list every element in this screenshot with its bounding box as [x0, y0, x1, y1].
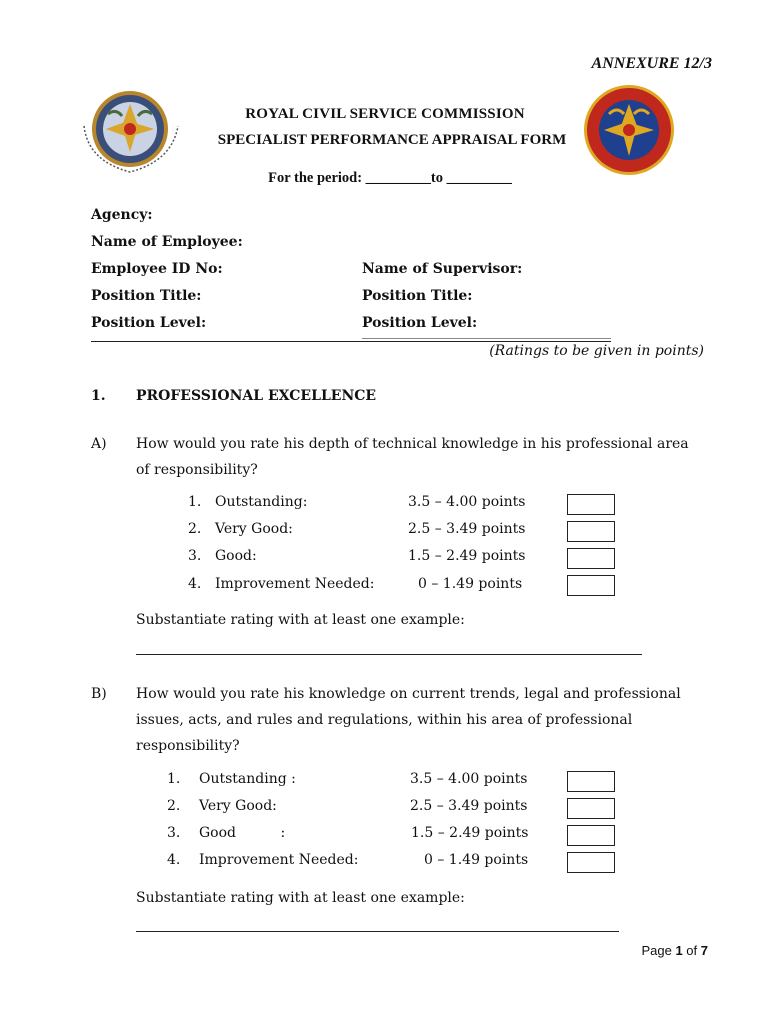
organization-name: ROYAL CIVIL SERVICE COMMISSION — [245, 106, 525, 122]
option-points: 3.5 – 4.00 points — [408, 494, 526, 510]
current-page: 1 — [675, 943, 683, 958]
ratings-note: (Ratings to be given in points) — [489, 343, 704, 359]
form-title: SPECIALIST PERFORMANCE APPRAISAL FORM — [217, 132, 567, 148]
section-number: 1. — [91, 388, 106, 404]
option-points: 2.5 – 3.49 points — [408, 521, 526, 537]
rating-checkbox-good[interactable] — [567, 825, 615, 846]
option-number: 4. — [167, 852, 181, 868]
option-label: Good : — [199, 825, 286, 841]
total-pages: 7 — [700, 943, 708, 958]
supervisor-field-underline — [362, 338, 611, 339]
rating-checkbox-very-good[interactable] — [567, 798, 615, 819]
rating-checkbox-improvement-needed[interactable] — [567, 575, 615, 596]
substantiate-prompt: Substantiate rating with at least one example: — [136, 612, 465, 628]
option-number: 3. — [167, 825, 181, 841]
option-number: 2. — [188, 521, 202, 537]
question-b-line-3: responsibility? — [136, 738, 240, 754]
question-a-label: A) — [91, 436, 107, 452]
option-number: 4. — [188, 576, 202, 592]
question-a-line-1: How would you rate his depth of technical knowledge in his professional area — [136, 436, 689, 452]
example-answer-line[interactable] — [136, 931, 619, 932]
question-b-label: B) — [91, 686, 107, 702]
rating-checkbox-good[interactable] — [567, 548, 615, 569]
employee-position-title-label: Position Title: — [91, 288, 202, 304]
option-points: 0 – 1.49 points — [424, 852, 529, 868]
option-label: Very Good: — [215, 521, 293, 537]
employee-position-level-label: Position Level: — [91, 315, 207, 331]
option-number: 2. — [167, 798, 181, 814]
page-prefix: Page — [641, 943, 676, 958]
section-title: PROFESSIONAL EXCELLENCE — [136, 388, 377, 404]
option-points: 1.5 – 2.49 points — [411, 825, 529, 841]
question-a-line-2: of responsibility? — [136, 462, 258, 478]
option-number: 3. — [188, 548, 202, 564]
example-answer-line[interactable] — [136, 654, 642, 655]
option-label: Outstanding : — [199, 771, 296, 787]
agency-label: Agency: — [91, 207, 153, 223]
option-label: Very Good: — [199, 798, 277, 814]
option-label: Good: — [215, 548, 257, 564]
question-b-line-1: How would you rate his knowledge on current trends, legal and professional — [136, 686, 681, 702]
supervisor-position-level-label: Position Level: — [362, 315, 478, 331]
period-field: For the period: _________to _________ — [268, 170, 512, 186]
annexure-label: ANNEXURE 12/3 — [591, 55, 712, 72]
employee-id-label: Employee ID No: — [91, 261, 223, 277]
option-points: 1.5 – 2.49 points — [408, 548, 526, 564]
question-b-line-2: issues, acts, and rules and regulations, within his area of professional — [136, 712, 633, 728]
supervisor-position-title-label: Position Title: — [362, 288, 473, 304]
page-number — [641, 943, 708, 958]
option-label: Improvement Needed: — [199, 852, 359, 868]
option-label: Outstanding: — [215, 494, 308, 510]
substantiate-prompt: Substantiate rating with at least one example: — [136, 890, 465, 906]
name-of-employee-label: Name of Employee: — [91, 234, 243, 250]
rating-checkbox-improvement-needed[interactable] — [567, 852, 615, 873]
option-number: 1. — [188, 494, 202, 510]
rating-checkbox-outstanding[interactable] — [567, 771, 615, 792]
rating-checkbox-very-good[interactable] — [567, 521, 615, 542]
option-points: 3.5 – 4.00 points — [410, 771, 528, 787]
name-of-supervisor-label: Name of Supervisor: — [362, 261, 523, 277]
option-label: Improvement Needed: — [215, 576, 375, 592]
option-number: 1. — [167, 771, 181, 787]
header-divider — [91, 341, 611, 342]
rating-checkbox-outstanding[interactable] — [567, 494, 615, 515]
option-points: 2.5 – 3.49 points — [410, 798, 528, 814]
page-of: of — [682, 943, 701, 958]
option-points: 0 – 1.49 points — [418, 576, 523, 592]
